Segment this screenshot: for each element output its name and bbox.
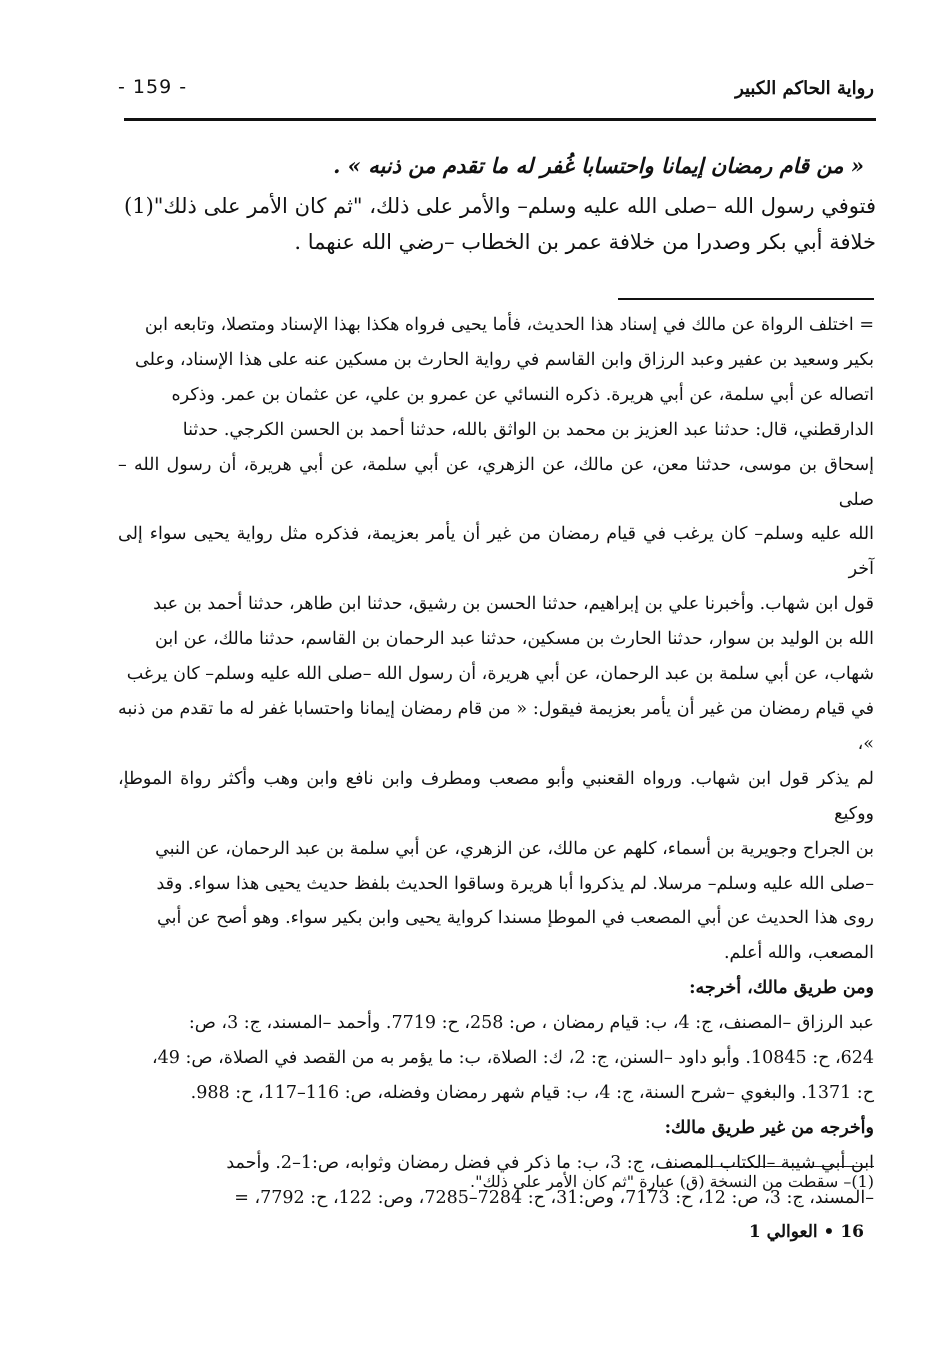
note-heading: ومن طريق مالك، أخرجه: [689,978,874,999]
note-line: الدارقطني، قال: حدثنا عبد العزيز بن محمد بن الواثق بالله، حدثنا أحمد بن الحسن الكرجي. حدثنا [182,419,874,440]
page-header [118,72,874,112]
main-text [124,148,876,260]
note-line: بن الجراح وجويرية بن أسماء، كلهم عن مالك، عن الزهري، عن أبي سلمة بن عبد الرحمان، عن النبي [155,838,874,859]
header-rule [124,118,876,121]
note-line: –المسند، ج: 3، ص: 12، ح: 7173، وص:31، ح: 7284–7285، وص: 122، ح: 7792، = [234,1187,874,1208]
note-line: الله عليه وسلم– كان يرغب في قيام رمضان من غير أن يأمر بعزيمة، فذكره مثل رواية يحيى سواء إلى آخر [118,524,874,580]
note-line: ح: 1371. والبغوي –شرح السنة، ج: 4، ب: قيام شهر رمضان وفضله، ص: 116–117، ح: 988. [190,1082,874,1103]
footnote: (1)– سقطت من النسخة (ق) عبارة "ثم كان الأمر على ذلك". [470,1172,874,1191]
note-line: = اختلف الرواة عن مالك في إسناد هذا الحديث، فأما يحيى فرواه هكذا بهذا الإسناد ومتصلا، وتابعه ابن [144,315,874,335]
notes-section [118,308,874,1216]
note-line: لم يذكر قول ابن شهاب. ورواه القعنبي وأبو مصعب ومطرف وابن نافع وابن وهب وأكثر رواة الموطإ، ووكيع [118,768,874,824]
signature-mark: 16 • العوالي 1 [748,1222,864,1242]
note-line: اتصاله عن أبي سلمة، عن أبي هريرة. ذكره النسائي عن عمرو بن علي، عن عثمان بن عمر. وذكره [171,384,874,405]
page-number: - 159 - [118,76,188,98]
note-line: 624، ح: 10845. وأبو داود –السنن، ج: 2، ك: الصلاة، ب: ما يؤمر به من القصد في الصلاة، ص: 49، [152,1048,874,1069]
note-line: ابن أبي شيبة –الكتاب المصنف، ج: 3، ب: ما ذكر في فضل رمضان وثوابه، ص:1–2. وأحمد [226,1152,874,1173]
note-line: في قيام رمضان من غير أن يأمر بعزيمة فيقول: « من قام رمضان إيمانا واحتسابا غفر له ما تقدم من ذنبه »، [118,698,874,754]
note-line: المصعب، والله أعلم. [723,943,874,964]
notes-separator [618,298,874,300]
note-line: إسحاق بن موسى، حدثنا معن، عن مالك، عن الزهري، عن أبي سلمة، عن أبي هريرة، أن رسول الله –صلى [118,454,874,510]
note-line: روى هذا الحديث عن أبي المصعب في الموطإ مسندا كرواية يحيى وابن بكير سواء. وهو أصح عن أبي [157,908,874,929]
note-heading: وأخرجه من غير طريق مالك: [664,1117,874,1138]
running-title: رواية الحاكم الكبير [735,78,874,99]
note-line: –صلى الله عليه وسلم– مرسلا. لم يذكروا أبا هريرة وساقوا الحديث بلفظ حديث يحيى هذا سواء. وقد [156,873,874,894]
main-paragraph: فتوفي رسول الله –صلى الله عليه وسلم– والأمر على ذلك، "ثم كان الأمر على ذلك"(1) خلافة أبي بكر وصدرا من خلافة عمر بن الخطاب –رضي الله عنهما . [124,194,876,254]
note-line: بكير وسعيد بن عفير وعبد الرزاق وابن القاسم في رواية الحارث بن مسكين عنه على هذا الإسناد، وعلى [135,349,874,370]
note-line: عبد الرزاق –المصنف، ج: 4، ب: قيام رمضان ، ص: 258، ح: 7719. وأحمد –المسند، ج: 3، ص: [188,1013,874,1034]
note-line: شهاب، عن أبي سلمة بن عبد الرحمان، عن أبي هريرة، أن رسول الله –صلى الله عليه وسلم– كان يرغب [126,664,874,685]
note-line: قول ابن شهاب. وأخبرنا علي بن إبراهيم، حدثنا الحسن بن رشيق، حدثنا ابن طاهر، حدثنا أحمد بن عبد [153,594,874,615]
note-line: الله بن الوليد بن سوار، حدثنا الحارث بن مسكين، حدثنا عبد الرحمان بن القاسم، حدثنا مالك، عن ابن [155,629,874,650]
footnote-separator [674,1166,874,1167]
hadith-quote: « من قام رمضان إيمانا واحتسابا غُفر له ما تقدم من ذنبه » . [333,153,864,178]
